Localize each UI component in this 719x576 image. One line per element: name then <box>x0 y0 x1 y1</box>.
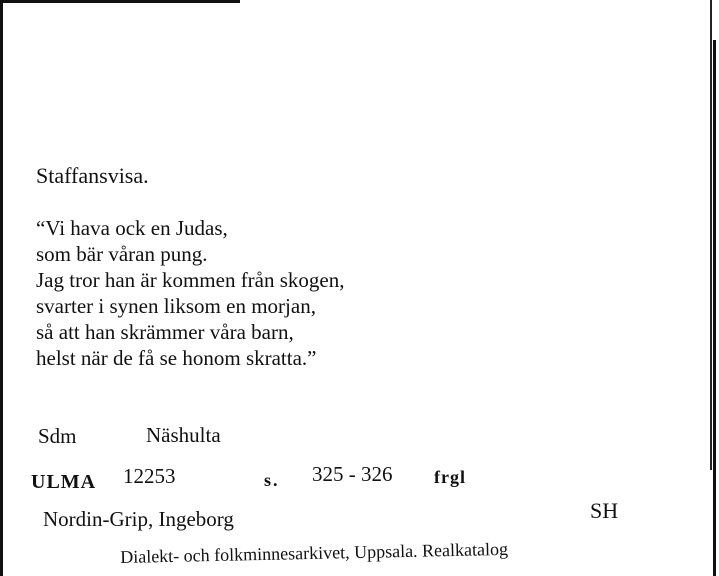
verse-line: svarter i synen liksom en morjan, <box>36 294 316 318</box>
recorder-initials: SH <box>590 498 619 523</box>
card-border-left <box>0 0 3 576</box>
informant-name: Nordin-Grip, Ingeborg <box>43 507 234 531</box>
verse-line: så att han skrämmer våra barn, <box>36 320 294 344</box>
verse-line: som bär våran pung. <box>36 242 208 266</box>
region-code: Sdm <box>38 424 77 448</box>
card-border-top <box>0 0 240 3</box>
pages-label: s. <box>264 470 280 490</box>
verse-text <box>36 215 345 371</box>
type-code: frgl <box>434 467 466 487</box>
verse-line: “Vi hava ock en Judas, <box>36 216 228 240</box>
card-border-right <box>713 40 716 576</box>
card-border-right-inner <box>710 0 712 470</box>
place-name: Näshulta <box>146 423 221 447</box>
song-title: Staffansvisa. <box>36 163 149 188</box>
archive-code: ULMA <box>31 471 97 493</box>
page-range: 325 - 326 <box>312 462 393 486</box>
verse-line: Jag tror han är kommen från skogen, <box>36 268 345 292</box>
verse-line: helst när de få se honom skratta.” <box>36 346 317 370</box>
archive-footer: Dialekt- och folkminnesarkivet, Uppsala. Realkatalog <box>120 538 509 567</box>
archive-number: 12253 <box>123 464 176 488</box>
